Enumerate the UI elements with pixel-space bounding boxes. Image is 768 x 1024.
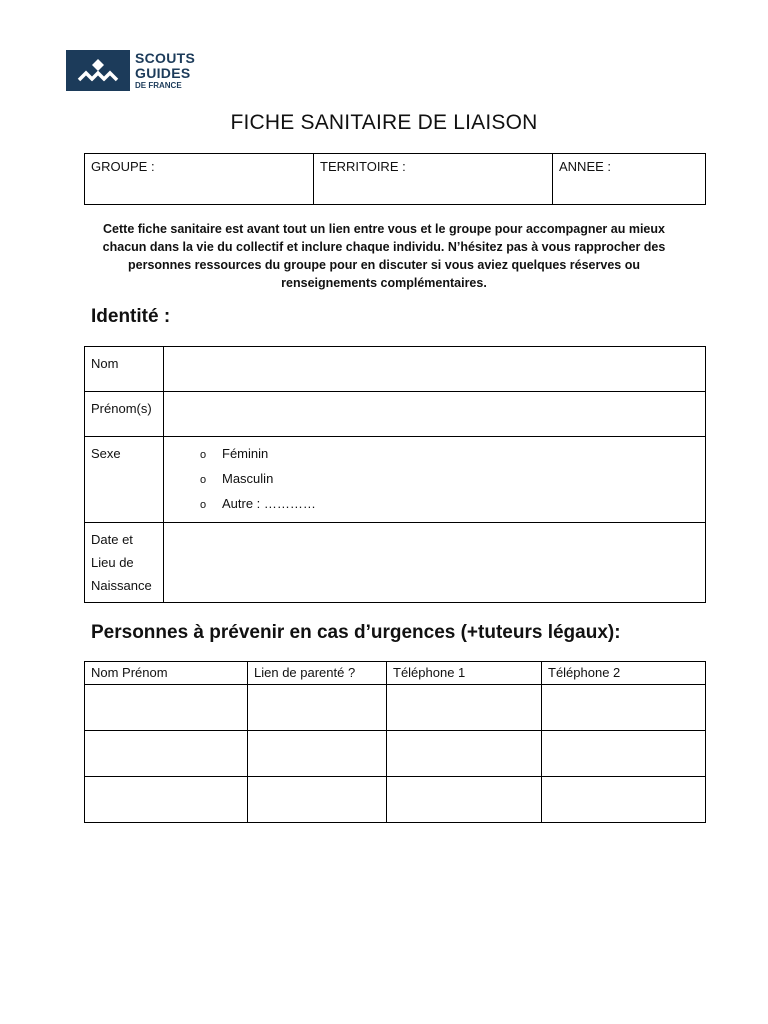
table-cell[interactable] [248,777,387,823]
logo-line-scouts: SCOUTS [135,50,196,66]
logo-emblem-icon [66,50,130,91]
option-feminin[interactable] [200,442,699,467]
contacts-section-title: Personnes à prévenir en cas d’urgences (+tuteurs légaux): [91,622,621,643]
identity-table [84,346,706,603]
prenom-field[interactable] [164,392,706,437]
radio-circle-icon: o [200,474,207,486]
table-cell[interactable] [85,685,248,731]
intro-paragraph: Cette fiche sanitaire est avant tout un lien entre vous et le groupe pour accompagner au mieux chacun dans la vie du collectif et inclure chaque individu. N’hésitez pas à vous rapprocher des personnes ressources du groupe pour en discuter si vous aviez quelques réserves ou renseignements complémentaires. [102,222,666,290]
column-header: Téléphone 1 [387,662,542,685]
annee-field[interactable]: ANNEE : [553,154,706,205]
option-label: Masculin [222,471,274,486]
logo-wordmark [135,51,195,91]
table-cell[interactable] [542,731,706,777]
naissance-field[interactable] [164,523,706,603]
column-header: Téléphone 2 [542,662,706,685]
contacts-header-row [85,662,706,685]
option-masculin[interactable] [200,467,699,492]
table-cell[interactable] [542,685,706,731]
table-row [85,777,706,823]
nom-label: Nom [85,347,164,392]
table-cell[interactable] [85,731,248,777]
table-cell[interactable] [85,777,248,823]
contacts-table [84,661,706,823]
table-cell[interactable] [248,731,387,777]
option-autre[interactable] [200,492,699,517]
table-row [85,685,706,731]
sexe-options [170,442,699,517]
groupe-field[interactable]: GROUPE : [85,154,314,205]
table-cell[interactable] [387,777,542,823]
table-cell[interactable] [542,777,706,823]
logo-line-guides: GUIDES [135,65,191,81]
table-cell[interactable] [248,685,387,731]
document-title: FICHE SANITAIRE DE LIAISON [230,111,538,134]
sexe-field [164,437,706,523]
radio-circle-icon: o [200,499,207,511]
table-cell[interactable] [387,731,542,777]
column-header: Lien de parenté ? [248,662,387,685]
identity-section-title: Identité : [91,306,171,327]
logo-line-de-france: DE FRANCE [135,81,182,90]
nom-field[interactable] [164,347,706,392]
table-cell[interactable] [387,685,542,731]
column-header: Nom Prénom [85,662,248,685]
table-row [85,731,706,777]
option-label: Autre : ………… [222,496,316,511]
sexe-label: Sexe [85,437,164,523]
radio-circle-icon: o [200,449,207,461]
prenom-label: Prénom(s) [85,392,164,437]
naissance-label: Date et Lieu de Naissance [85,523,164,603]
option-label: Féminin [222,446,269,461]
header-table [84,153,706,205]
scouts-guides-logo [66,50,206,92]
territoire-field[interactable]: TERRITOIRE : [314,154,553,205]
